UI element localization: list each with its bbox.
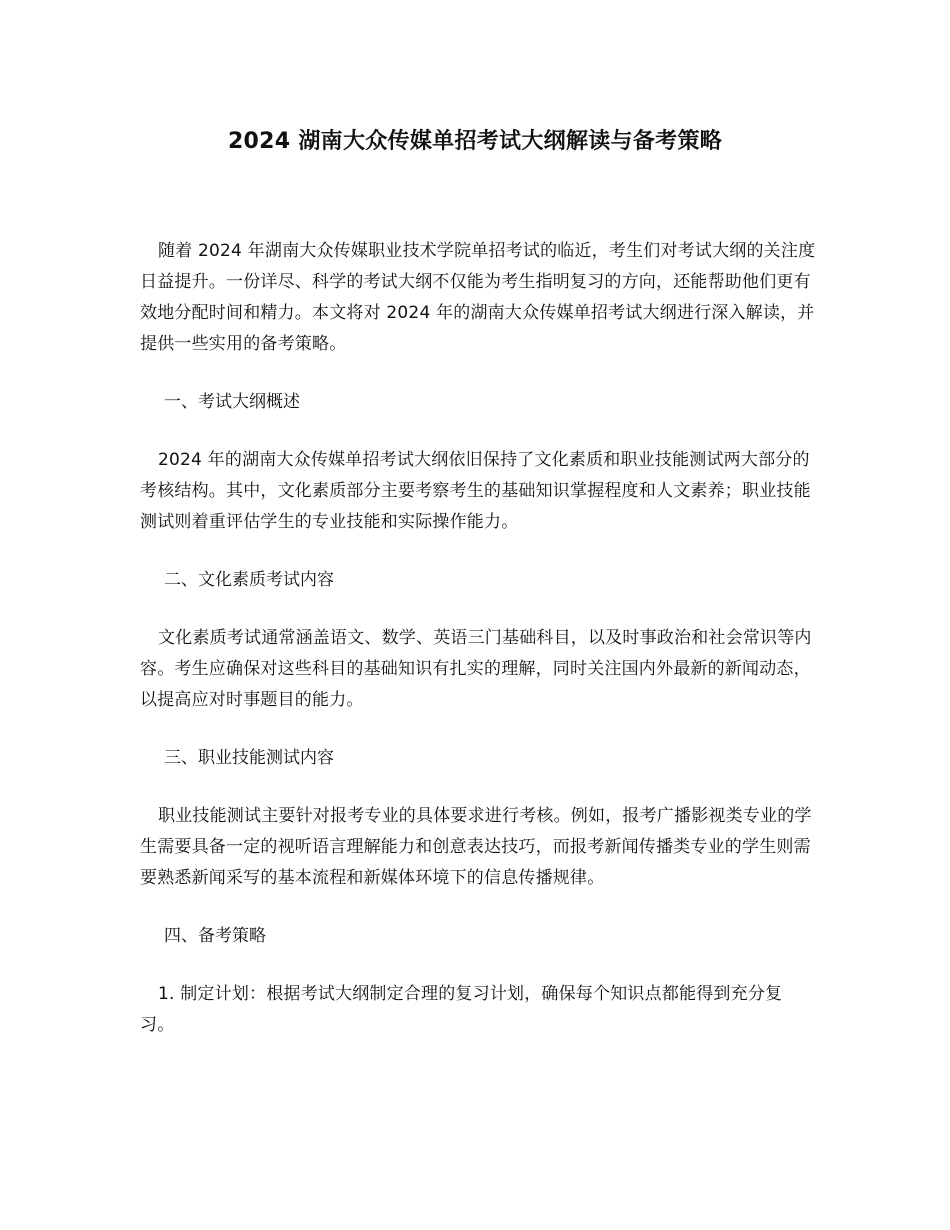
section-paragraph-skills-test: 职业技能测试主要针对报考专业的具体要求进行考核。例如，报考广播影视类专业的学生需要具备一定的视听语言理解能力和创意表达技巧，而报考新闻传播类专业的学生则需要熟悉新闻采写的基本流程和新媒体环境下的信息传播规律。 bbox=[140, 806, 812, 888]
section-heading-strategy: 四、备考策略 bbox=[164, 926, 266, 946]
section-paragraph-cultural-exam: 文化素质考试通常涵盖语文、数学、英语三门基础科目，以及时事政治和社会常识等内容。考生应确保对这些科目的基础知识有扎实的理解，同时关注国内外最新的新闻动态，以提高应对时事题目的能力。 bbox=[140, 628, 812, 710]
section-heading-skills-test: 三、职业技能测试内容 bbox=[164, 748, 334, 768]
intro-paragraph: 随着 2024 年湖南大众传媒职业技术学院单招考试的临近，考生们对考试大纲的关注度日益提升。一份详尽、科学的考试大纲不仅能为考生指明复习的方向，还能帮助他们更有效地分配时间和精力。本文将对 2024 年的湖南大众传媒单招考试大纲进行深入解读，并提供一些实用的备考策略。 bbox=[140, 241, 816, 354]
document-title: 2024 湖南大众传媒单招考试大纲解读与备考策略 bbox=[227, 129, 723, 154]
strategy-list-item: 1. 制定计划：根据考试大纲制定合理的复习计划，确保每个知识点都能得到充分复习。 bbox=[140, 984, 783, 1035]
section-paragraph-overview: 2024 年的湖南大众传媒单招考试大纲依旧保持了文化素质和职业技能测试两大部分的考核结构。其中，文化素质部分主要考察考生的基础知识掌握程度和人文素养；职业技能测试则着重评估学生的专业技能和实际操作能力。 bbox=[140, 450, 811, 532]
document-body bbox=[140, 236, 816, 1041]
section-heading-cultural-exam: 二、文化素质考试内容 bbox=[164, 570, 334, 590]
section-heading-overview: 一、考试大纲概述 bbox=[164, 392, 300, 412]
